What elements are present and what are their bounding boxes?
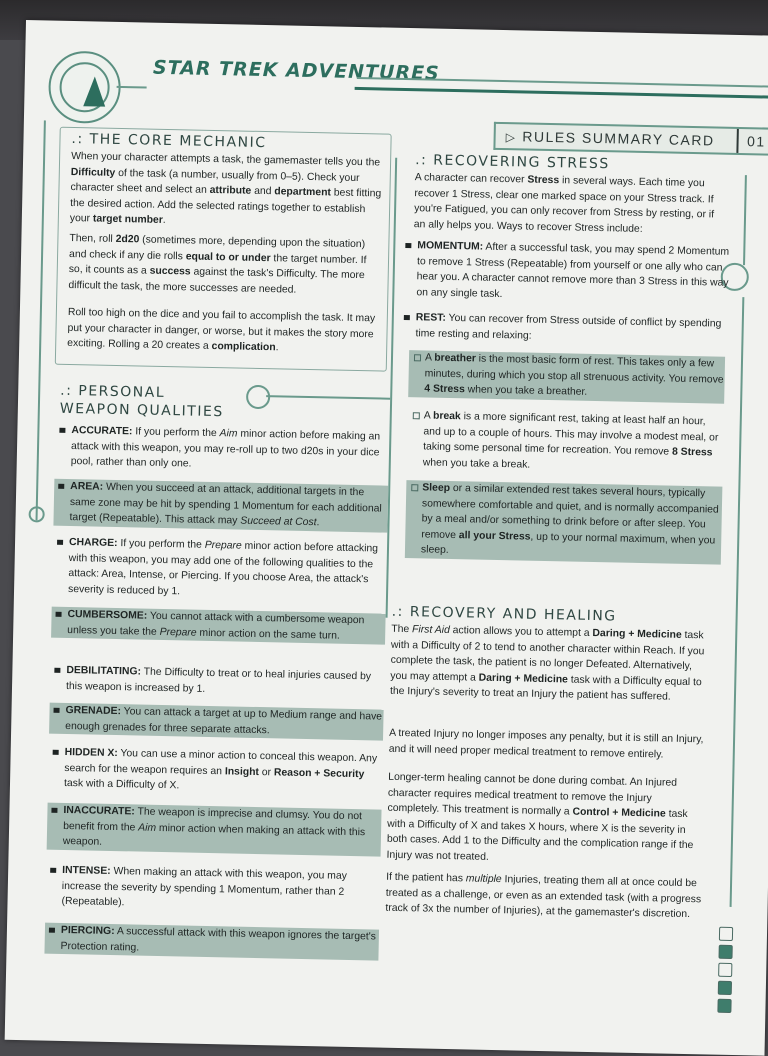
quality-accurate: ACCURATE: If you perform the Aim minor action before making an attack with this weapon, you may re-roll up to two d20s in your dice pool, rather than only one. <box>55 423 390 477</box>
quality-area: AREA: When you succeed at an attack, additional targets in the same zone may be hit by spending 1 Momentum for each additional target (Repeatable). This attack may Succeed at Cost. <box>53 479 388 533</box>
bullet-icon <box>53 708 59 713</box>
rest-break: A break is a more significant rest, taking at least half an hour, and up to a couple of hours. This may involve a modest meal, or taking some personal time for recreation. You remove 8 Stress when you take a break. <box>407 408 724 477</box>
checkbox-square-icon <box>414 354 421 361</box>
healing-heading: .: RECOVERY AND HEALING <box>391 603 617 625</box>
right-rail-lower <box>730 297 745 907</box>
card-label-text: RULES SUMMARY CARD <box>522 128 715 149</box>
left-rail <box>36 120 46 520</box>
healing-paragraph-2: A treated Injury no longer imposes any penalty, but it is still an Injury, and it will need proper medical treatment to remove entirely. <box>388 727 704 761</box>
core-paragraph-1: When your character attempts a task, the gamemaster tells you the Difficulty of the task (a number, usually from 0–5). Check your character sheet and select an attribute and department best fitting the desired action. Add the selected ratings together to establish your target number. <box>69 150 382 227</box>
checkbox-square-icon <box>413 412 420 419</box>
side-box-2 <box>718 945 732 959</box>
bullet-icon <box>50 868 56 873</box>
weapons-heading-2: WEAPON QUALITIES <box>59 400 224 421</box>
bullet-icon <box>53 750 59 755</box>
core-heading: .: THE CORE MECHANIC <box>71 130 267 152</box>
bullet-icon <box>57 540 63 545</box>
weapons-connector <box>266 395 390 400</box>
quality-cumbersome: CUMBERSOME: You cannot attack with a cumbersome weapon unless you take the Prepare minor action on the same turn. <box>51 607 386 645</box>
bullet-icon <box>51 808 57 813</box>
quality-hidden: HIDDEN X: You can use a minor action to conceal this weapon. Any search for the weapon requires an Insight or Reason + Security task with a Difficulty of X. <box>48 745 383 799</box>
right-rail-upper <box>743 175 747 265</box>
side-box-4 <box>718 981 732 995</box>
insignia-badge <box>48 50 121 123</box>
stress-intro: A character can recover Stress in several ways. Each time you recover 1 Stress, clear one marked space on your Stress track. If you're Fatigued, you can only recover from Stress by resting, or if an ally helps you. Ways to recover Stress include: <box>413 172 715 235</box>
header-line-left <box>117 86 147 89</box>
quality-inaccurate: INACCURATE: The weapon is imprecise and clumsy. You do not benefit from the Aim minor action when making an attack with this weapon. <box>47 803 382 857</box>
healing-paragraph-3: Longer-term healing cannot be done during combat. An Injured character requires medical treatment to remove the Injury completely. This treatment is normally a Control + Medicine task with a Difficulty of X and takes X hours, where X is the severity in both cases. Add 1 to the Difficulty and the complication range if the Injury was not treated. <box>386 771 694 863</box>
bullet-icon <box>54 668 60 673</box>
side-box-3 <box>718 963 732 977</box>
quality-charge: CHARGE: If you perform the Prepare minor action before attacking with this weapon, you may add one of the following qualities to the attack: Area, Intense, or Piercing. If you choose Area, the attack's severity is reduced by 1. <box>52 535 387 604</box>
core-paragraph-3: Roll too high on the dice and you fail to accomplish the task. It may put your character in danger, or worse, but it makes the story more exciting. Rolling a 20 creates a complication. <box>67 306 376 354</box>
card-number: 01 <box>737 129 766 154</box>
quality-grenade: GRENADE: You can attack a target at up to Medium range and have enough grenades for three separate attacks. <box>49 703 384 741</box>
quality-intense: INTENSE: When making an attack with this weapon, you may increase the severity by spending 1 Momentum, rather than 2 (Repeatable). <box>45 863 380 917</box>
rest-breather: A breather is the most basic form of rest. This takes only a few minutes, during which you stop all strenuous activity. You remove 4 Stress when you take a breather. <box>408 350 725 403</box>
game-title: STAR TREK ADVENTURES <box>152 56 440 85</box>
stress-heading: .: RECOVERING STRESS <box>414 152 610 173</box>
checkbox-square-icon <box>411 484 418 491</box>
healing-paragraph-1: The First Aid action allows you to attempt a Daring + Medicine task with a Difficulty of 2 to tend to another character within Reach. If you complete the task, the patient is no longer Defeated. Alternatively, you may attempt a Daring + Medicine task with a Difficulty equal to the Injury's severity to treat an Injury the patient has suffered. <box>389 623 705 704</box>
bullet-icon <box>58 484 64 489</box>
bullet-icon <box>404 315 410 320</box>
header-accent-line <box>355 87 768 99</box>
bullet-icon <box>56 612 62 617</box>
insignia-ring <box>59 62 110 113</box>
healing-paragraph-4: If the patient has multiple Injuries, treating them all at once could be treated as a challenge, or even as an extended task (with a progress track of 3x the number of Injuries), at the gamemaster's discretion. <box>385 871 702 921</box>
core-paragraph-2: Then, roll 2d20 (sometimes more, depending upon the situation) and check if any die rolls equal to or under the target number. If so, it counts as a success against the task's Difficulty. The more difficult the task, the more successes are needed. <box>68 232 367 296</box>
bullet-icon <box>405 243 411 248</box>
side-box-1 <box>719 927 733 941</box>
quality-piercing: PIERCING: A successful attack with this weapon ignores the target's Protection rating. <box>44 923 379 961</box>
card-label-tab <box>493 122 768 156</box>
bullet-icon <box>49 928 55 933</box>
stress-rest: REST: You can recover from Stress outside of conflict by spending time resting and relaxing: <box>399 310 738 348</box>
delta-insignia-icon <box>83 76 106 106</box>
stress-momentum: MOMENTUM: After a successful task, you may spend 2 Momentum to remove 1 Stress (Repeatable) from yourself or one ally who can hear you. A character cannot remove more than 3 Stress in this way on any single task. <box>400 238 739 307</box>
weapons-heading-1: .: PERSONAL <box>60 382 166 401</box>
bullet-icon <box>59 428 65 433</box>
left-rail-node <box>28 506 44 522</box>
side-box-5 <box>717 999 731 1013</box>
quality-debilitating: DEBILITATING: The Difficulty to treat or to heal injuries caused by this weapon is increased by 1. <box>50 663 385 701</box>
rules-card <box>5 20 768 1056</box>
play-triangle-icon: ▷ <box>505 130 517 145</box>
rest-sleep: Sleep or a similar extended rest takes several hours, typically somewhere comfortable and quiet, and is normally accompanied by a meal and/or something to drink before or after sleep. You remove all your Stress, up to your normal maximum, when you sleep. <box>405 480 723 565</box>
